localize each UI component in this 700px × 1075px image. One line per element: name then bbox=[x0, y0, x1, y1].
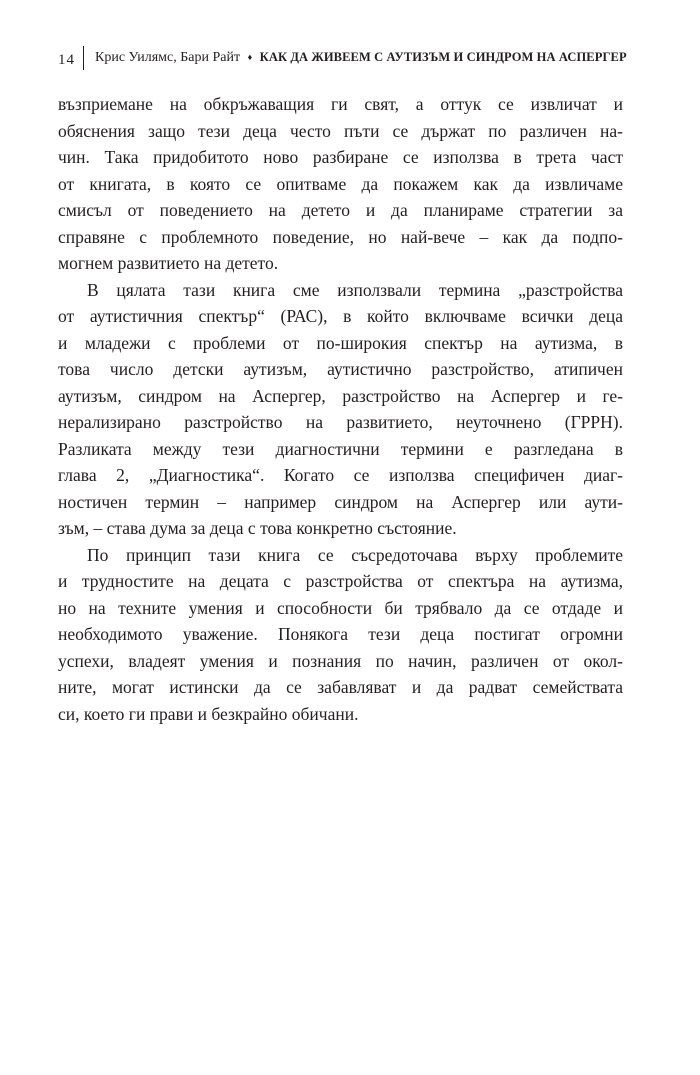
text-line: нерализирано разстройство на развитието, неуточнено (ГРРН). bbox=[58, 412, 623, 432]
paragraph-1 bbox=[58, 91, 623, 277]
page-number: 14 bbox=[58, 52, 75, 68]
text-line: възприемане на обкръжаващия ги свят, а оттук се извличат и bbox=[58, 94, 623, 114]
text-line: справяне с проблемното поведение, но най-вече – как да подпо- bbox=[58, 226, 623, 247]
running-header bbox=[58, 46, 643, 72]
text-line: аутизъм, синдром на Аспергер, разстройство на Аспергер и ге- bbox=[58, 385, 623, 406]
text-line: В цялата тази книга сме използвали термина „разстройства bbox=[87, 279, 623, 300]
text-line: от книгата, в която се опитваме да покажем как да извличаме bbox=[58, 173, 623, 194]
text-line: зъм, – става дума за деца с това конкретно състояние. bbox=[58, 518, 457, 538]
paragraph-2 bbox=[58, 277, 623, 542]
running-head bbox=[95, 50, 627, 66]
text-line: По принцип тази книга се съсредоточава върху проблемите bbox=[87, 544, 623, 565]
book-title: КАК ДА ЖИВЕЕМ С АУТИЗЪМ И СИНДРОМ НА АСПЕРГЕР bbox=[259, 50, 627, 64]
text-line: ностичен термин – например синдром на Аспергер или аути- bbox=[58, 491, 623, 512]
diamond-separator-icon: ♦ bbox=[247, 52, 253, 62]
text-line: необходимото уважение. Понякога тези деца постигат огромни bbox=[58, 624, 623, 644]
text-line: ните, могат истински да се забавляват и да радват семействата bbox=[58, 677, 623, 697]
text-line: глава 2, „Диагностика“. Когато се използва специфичен диаг- bbox=[58, 465, 623, 485]
text-line: успехи, владеят умения и познания по начин, различен от окол- bbox=[58, 650, 623, 671]
text-line: могнем развитието на детето. bbox=[58, 253, 279, 273]
text-line: и трудностите на децата с разстройства от спектъра на аутизма, bbox=[58, 571, 623, 591]
text-line: но на техните умения и способности би трябвало да се отдаде и bbox=[58, 597, 623, 618]
text-line: и младежи с проблеми от по-широкия спектър на аутизма, в bbox=[58, 332, 623, 353]
text-line: смисъл от поведението на детето и да планираме стратегии за bbox=[58, 200, 623, 220]
authors: Крис Уилямс, Бари Райт bbox=[95, 50, 241, 65]
text-line: това число детски аутизъм, аутистично разстройство, атипичен bbox=[58, 359, 623, 379]
text-line: си, което ги прави и безкрайно обичани. bbox=[58, 703, 359, 724]
text-line: обяснения защо тези деца често пъти се държат по различен на- bbox=[58, 120, 623, 141]
text-line: Разликата между тези диагностични термини е разгледана в bbox=[58, 438, 623, 459]
body-text bbox=[58, 91, 623, 727]
paragraph-3 bbox=[58, 542, 623, 728]
text-line: чин. Така придобитото ново разбиране се използва в трета част bbox=[58, 147, 623, 167]
text-line: от аутистичния спектър“ (РАС), в който включваме всички деца bbox=[58, 306, 623, 326]
header-divider bbox=[83, 46, 84, 70]
